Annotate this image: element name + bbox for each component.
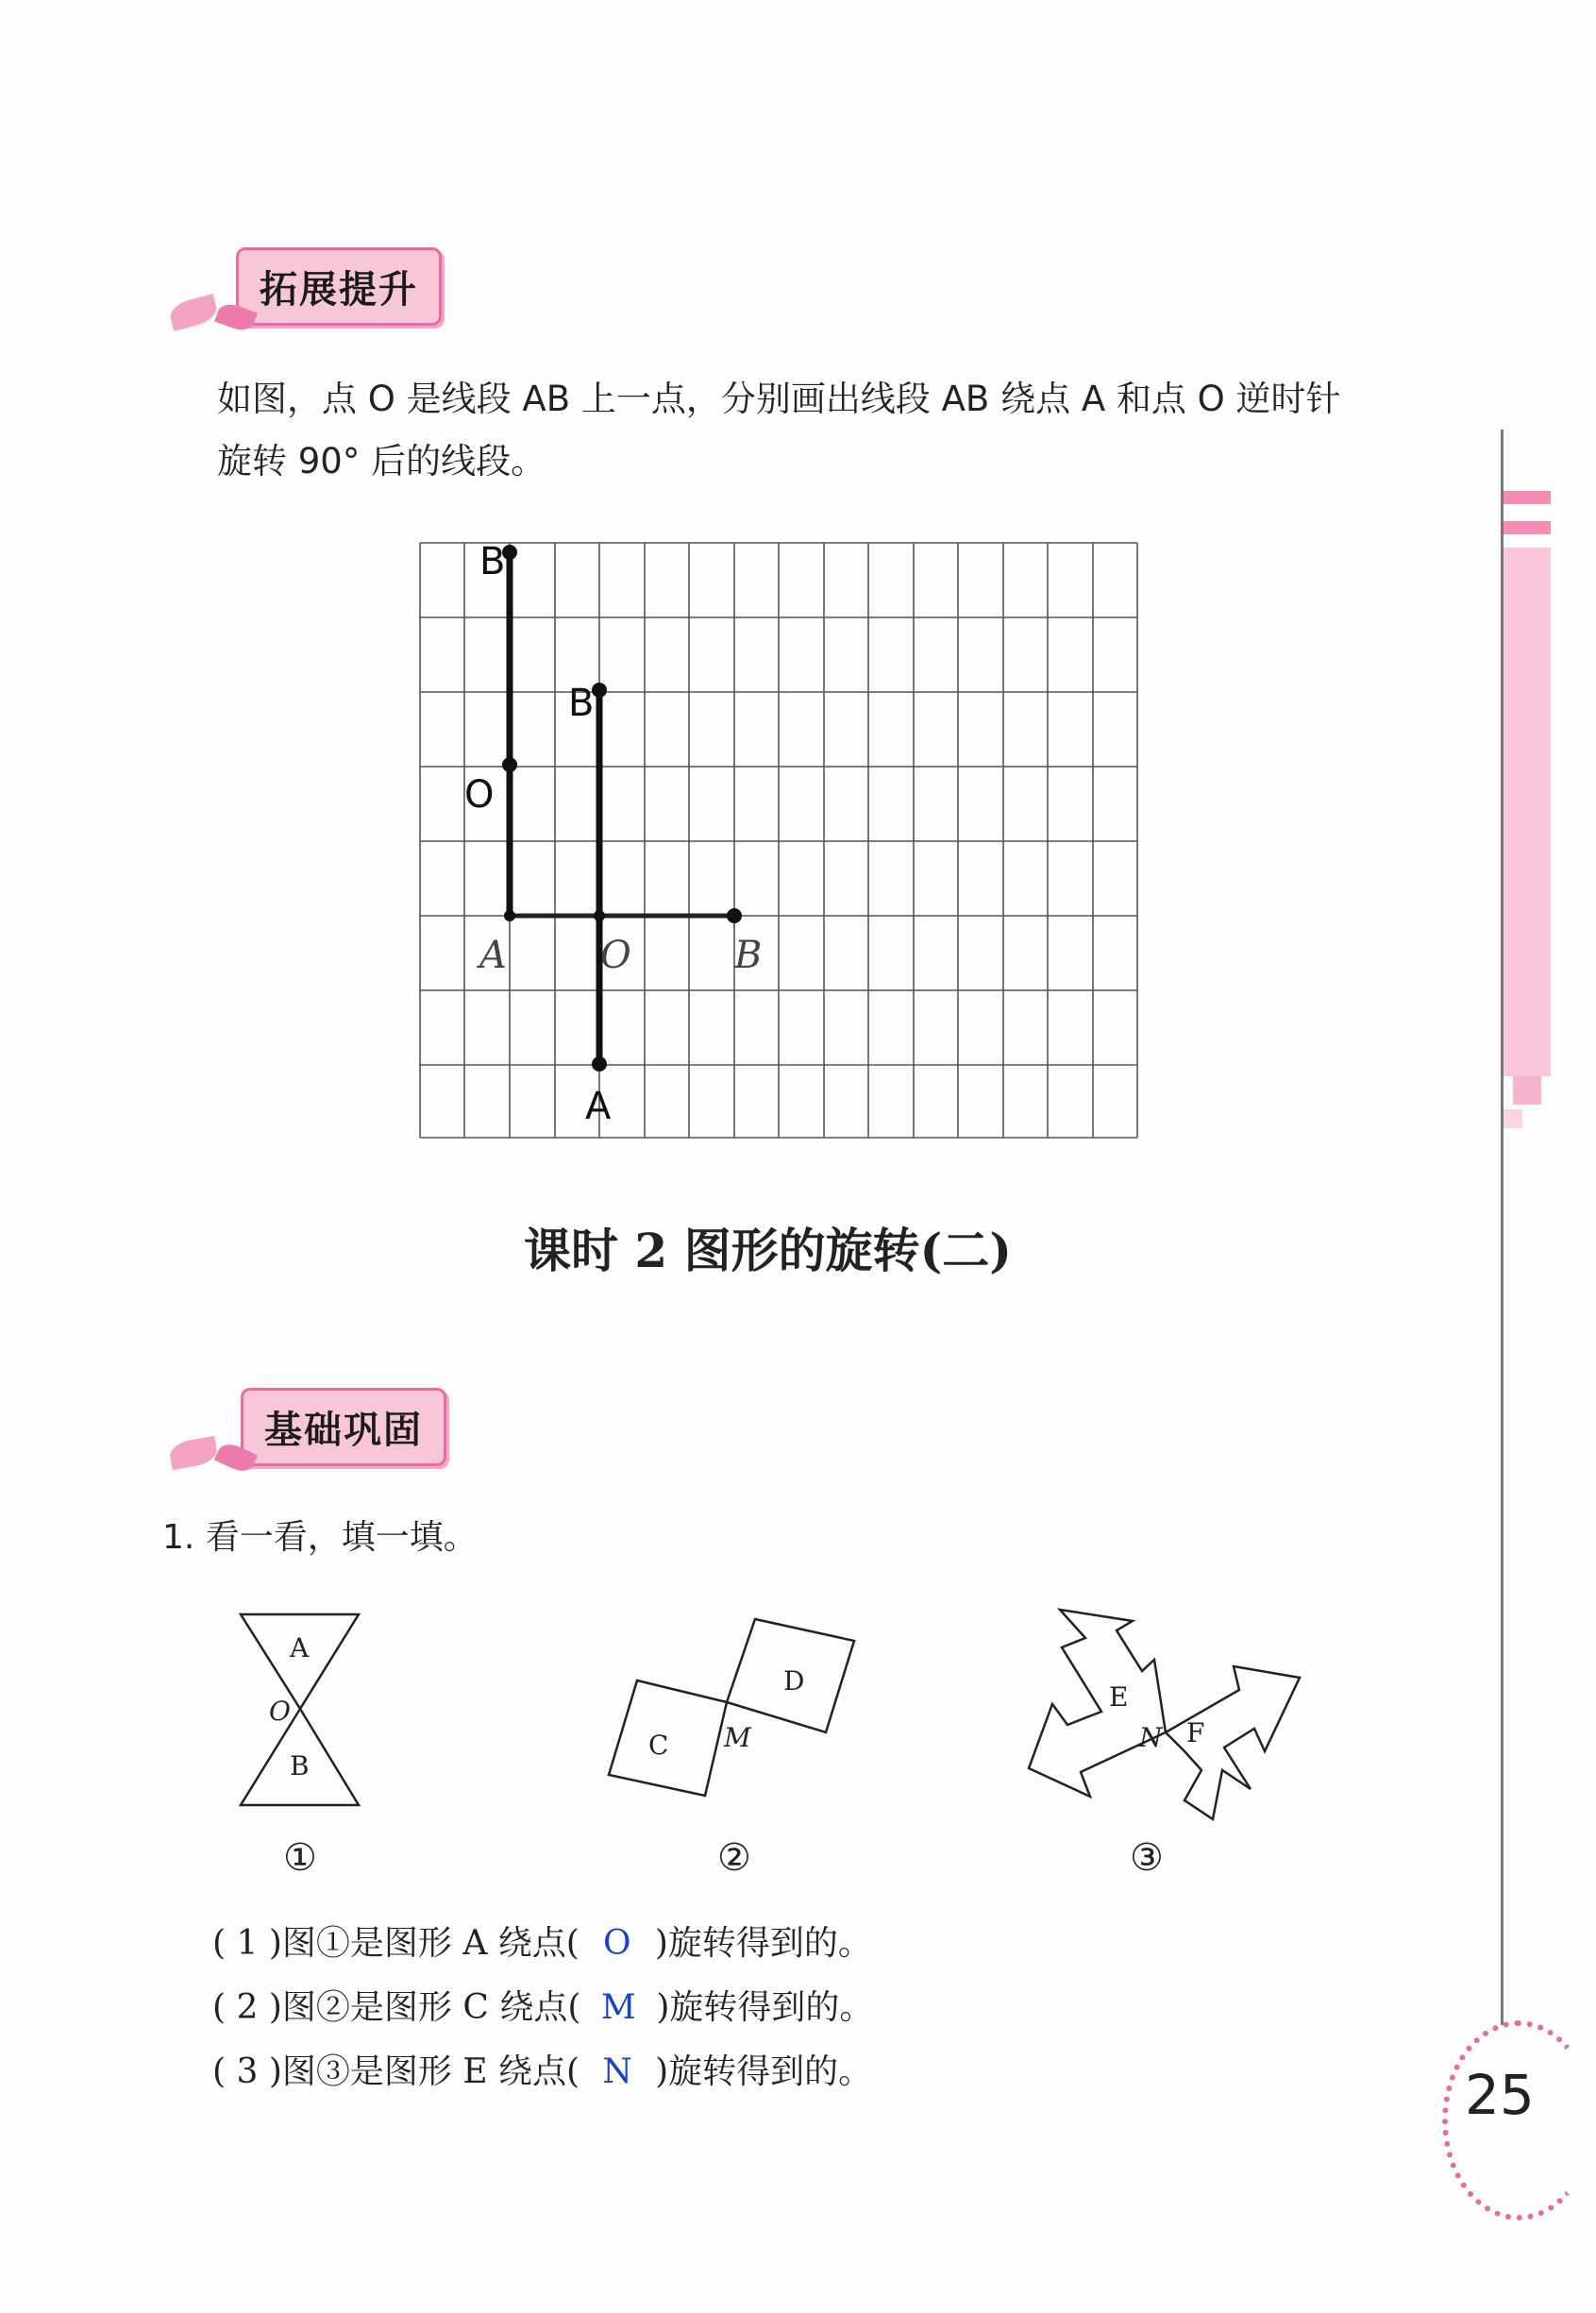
- problem-text: [217, 368, 1463, 493]
- side-decoration: [1504, 434, 1551, 1152]
- point-a-base: [504, 910, 515, 921]
- label-b-mid: B: [568, 682, 595, 725]
- figure-1-hourglass: [236, 1605, 368, 1813]
- label-b-top: B: [479, 540, 506, 583]
- fig1-label-b: B: [290, 1750, 310, 1781]
- question-1-title: 1. 看一看，填一填。: [162, 1518, 478, 1557]
- point-o-left: [502, 757, 517, 772]
- figure-3-number: ③: [1130, 1836, 1164, 1880]
- answer-field[interactable]: M: [600, 1988, 636, 2027]
- sub-question-2: [212, 1981, 873, 2045]
- sub-question-prefix: ( 3 )图③是图形 E 绕点(: [212, 2052, 580, 2091]
- sub-question-suffix: )旋转得到的。: [655, 2052, 873, 2091]
- label-b-base: B: [734, 934, 763, 977]
- extension-section-badge: [236, 247, 442, 326]
- sub-question-suffix: )旋转得到的。: [656, 1988, 874, 2027]
- figure-2-squares: [599, 1614, 864, 1822]
- fig1-label-a: A: [290, 1632, 310, 1663]
- fig2-label-c: C: [648, 1730, 669, 1761]
- label-a-bottom: A: [585, 1085, 612, 1128]
- grid-lines: [420, 543, 1137, 1138]
- sub-question-prefix: ( 1 )图①是图形 A 绕点(: [212, 1924, 580, 1963]
- fig1-label-o: O: [269, 1696, 291, 1727]
- label-o-left: O: [464, 773, 495, 817]
- fig3-label-e: E: [1109, 1681, 1129, 1713]
- problem-line-2: 旋转 90° 后的线段。: [217, 441, 546, 481]
- sub-question-1: [212, 1916, 873, 1981]
- section-title: 拓展提升: [236, 247, 442, 326]
- fig2-label-m: M: [724, 1722, 751, 1753]
- sub-question-list: [212, 1916, 873, 2109]
- point-b-base: [727, 908, 742, 923]
- leaf-icon: [167, 294, 220, 331]
- lesson-title: 课时 2 图形的旋转(二): [524, 1223, 1012, 1278]
- answer-field[interactable]: N: [602, 2052, 632, 2091]
- sub-question-3: [212, 2045, 873, 2109]
- figure-2-number: ②: [717, 1836, 751, 1880]
- fig3-label-f: F: [1186, 1717, 1205, 1748]
- side-rule: [1501, 430, 1504, 2025]
- problem-line-1: 如图，点 O 是线段 AB 上一点，分别画出线段 AB 绕点 A 和点 O 逆时针: [217, 379, 1341, 419]
- figure-1-number: ①: [283, 1836, 317, 1880]
- section-title: 基础巩固: [241, 1388, 446, 1466]
- rotation-grid-figure: [415, 538, 1151, 1142]
- page-number: 25: [1465, 2063, 1535, 2127]
- basic-section-badge: [241, 1388, 446, 1466]
- label-o-base: O: [600, 934, 631, 977]
- point-a-bottom: [592, 1056, 607, 1072]
- figure-3-arrows: [1024, 1600, 1307, 1827]
- leaf-icon: [168, 1436, 219, 1470]
- fig2-label-d: D: [783, 1665, 805, 1697]
- sub-question-suffix: )旋转得到的。: [654, 1924, 872, 1963]
- label-a-base: A: [479, 934, 507, 977]
- point-o-base: [594, 910, 605, 921]
- answer-field[interactable]: O: [603, 1924, 631, 1963]
- sub-question-prefix: ( 2 )图②是图形 C 绕点(: [212, 1988, 581, 2027]
- fig3-label-n: N: [1139, 1722, 1163, 1753]
